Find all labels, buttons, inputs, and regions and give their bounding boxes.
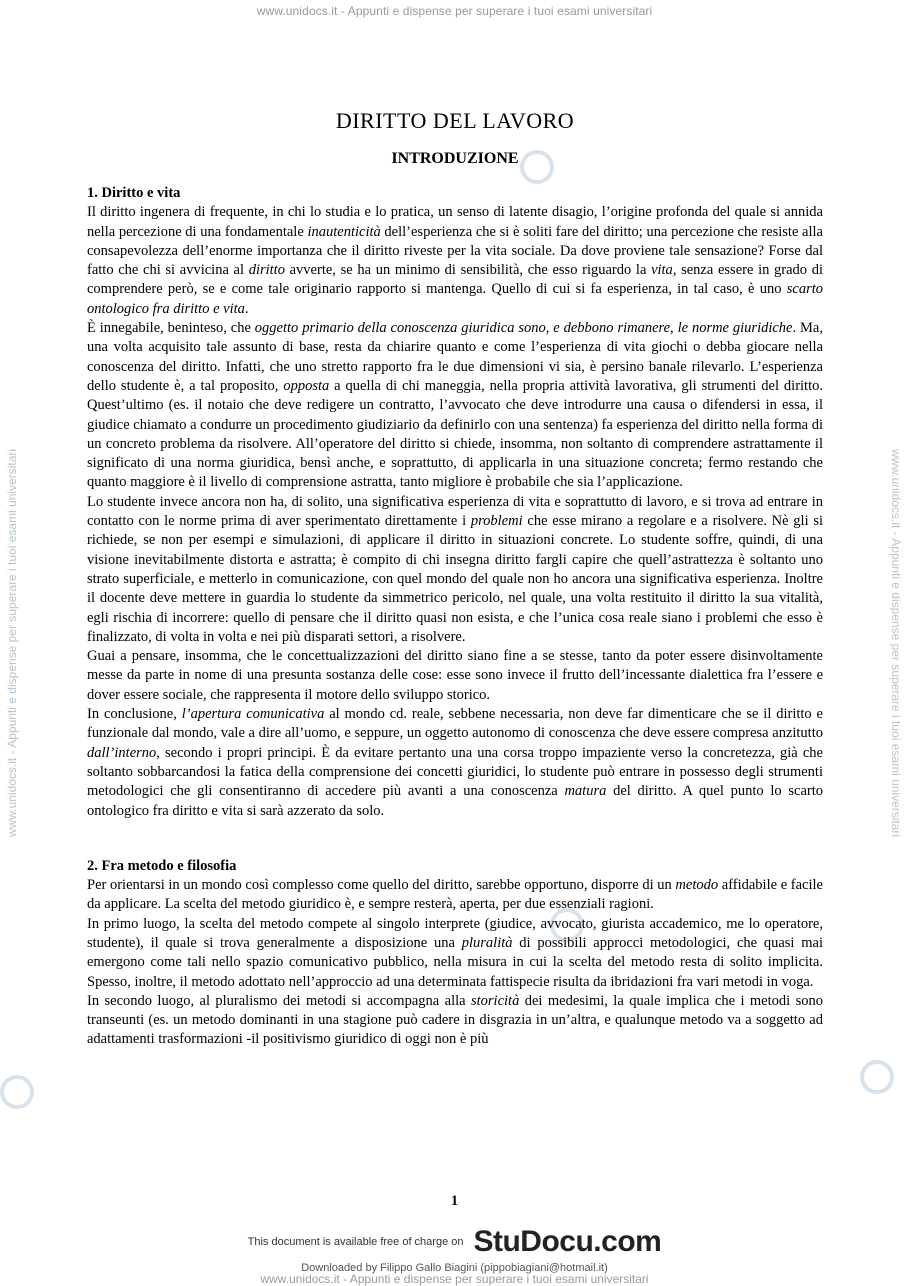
studocu-footer bbox=[0, 1222, 909, 1262]
page-number: 1 bbox=[450, 1193, 459, 1209]
document-page bbox=[87, 108, 823, 1050]
paragraph: In conclusione, l’apertura comunicativa al mondo cd. reale, sebbene necessaria, non deve far dimenticare che se il diritto e funzionale dal mondo, vale a dire all’uomo, e seppure, un oggetto autonomo di conoscenza che deve essere compresa anzitutto dall’interno, secondo i propri principi. È da evitare pertanto una una corsa troppo impaziente verso la concretezza, già che soltanto sobbarcandosi la fatica della comprensione dei concetti giuridici, lo studente può entrare in possesso degli strumenti metodologici che gli consentiranno di accedere più avanti a una conoscenza matura del diritto. A quel punto lo scarto ontologico fra diritto e vita si sarà azzerato da solo. bbox=[87, 706, 824, 819]
document-subtitle: INTRODUZIONE bbox=[391, 150, 519, 167]
studocu-logo[interactable]: StuDocu.com bbox=[473, 1225, 662, 1258]
section-heading: 1. Diritto e vita bbox=[87, 185, 181, 201]
left-side-watermark: www.unidocs.it - Appunti e dispense per superare i tuoi esami universitari bbox=[5, 448, 19, 838]
section-spacer bbox=[87, 821, 823, 857]
top-watermark-banner: www.unidocs.it - Appunti e dispense per superare i tuoi esami universitari bbox=[256, 4, 653, 18]
footer-availability-text: This document is available free of charge on bbox=[247, 1236, 464, 1248]
paragraph: È innegabile, beninteso, che oggetto primario della conoscenza giuridica sono, e debbono rimanere, le norme giuridiche. Ma, una volta acquisito tale assunto di base, resta da chiarire quanto e come l’esperienza di vita giochi o debba giocare nella conoscenza del diritto. Infatti, che uno stretto rapporto fra le due dimensioni vi sia, è persino banale rilevarlo. L’esperienza dello studente è, a tal proposito, opposta a quella di chi maneggia, nella propria attività lavorativa, gli strumenti del diritto. Quest’ultimo (es. il notaio che deve redigere un contratto, l’avvocato che deve introdurre una causa o difendersi in essa, il giudice chiamato a condurre un procedimento giudiziario da definirlo con una sentenza) fa esperienza del diritto nella forma di un concreto problema da risolvere. All’operatore del diritto si chiede, insomma, non soltanto di comprendere astrattamente il significato di una norma giuridica, bensì anche, e soprattutto, di applicarla in una situazione concreta; fermo restando che quanto maggiore è il livello di comprensione astratta, tanto migliore è probabile che sia l’applicazione. bbox=[87, 320, 823, 491]
watermark-logo-icon bbox=[0, 1075, 34, 1109]
paragraph: In secondo luogo, al pluralismo dei metodi si accompagna alla storicità dei medesimi, la quale implica che i metodi sono transeunti (es. un metodo dominanti in una stagione può cadere in disgrazia in un’altra, e qualunque metodo va a soggetto ad adattamenti trasformazioni -il positivismo giuridico di oggi non è più bbox=[87, 992, 823, 1048]
document-title: DIRITTO DEL LAVORO bbox=[335, 108, 575, 133]
watermark-logo-icon bbox=[860, 1060, 894, 1094]
paragraph: In primo luogo, la scelta del metodo compete al singolo interprete (giudice, avvocato, giurista accademico, me lo operatore, studente), il quale si trova generalmente a disposizione una pluralità di possibili approcci metodologici, che quasi mai emergono come tali nello spazio comunicativo pubblico, nella misura in cui la scelta del metodo resta di solito implicita. Spesso, inoltre, il metodo adottato nell’approccio ad una determinata fattispecie risulta da ibridazioni fra vari metodi in voga. bbox=[87, 915, 823, 990]
bottom-watermark-banner: www.unidocs.it - Appunti e dispense per superare i tuoi esami universitari bbox=[260, 1272, 649, 1286]
right-side-watermark: www.unidocs.it - Appunti e dispense per superare i tuoi esami universitari bbox=[889, 448, 903, 838]
paragraph: Il diritto ingenera di frequente, in chi lo studia e lo pratica, un senso di latente disagio, l’origine profonda del quale si annida nella percezione di una fondamentale inautenticità dell’esperienza che si è soliti fare del diritto; una percezione che resiste alla consapevolezza dell’enorme importanza che il diritto riveste per la vita sociale. Da dove proviene tale sensazione? Forse dal fatto che chi si avvicina al diritto avverte, se ha un minimo di sensibilità, che esso riguardo la vita, senza essere in grado di comprendere però, se e come tale originario rapporto si mantenga. Quello di cui si fa esperienza, in tal caso, è uno scarto ontologico fra diritto e vita. bbox=[87, 204, 823, 317]
section-heading: 2. Fra metodo e filosofia bbox=[87, 857, 237, 874]
paragraph: Per orientarsi in un mondo così complesso come quello del diritto, sarebbe opportuno, disporre di un metodo affidabile e facile da applicare. La scelta del metodo giuridico è, e sempre resterà, aperta, per due essenziali ragioni. bbox=[87, 877, 823, 913]
downloaded-by-text: Downloaded by Filippo Gallo Biagini (pippobiagiani@hotmail.it) bbox=[301, 1262, 608, 1274]
paragraph: Lo studente invece ancora non ha, di solito, una significativa esperienza di vita e soprattutto di lavoro, e si trova ad entrare in contatto con le norme prima di aver sperimentato direttamente i problemi che esse mirano a regolare e a risolvere. Nè gli si richiede, se non per esempi e simulazioni, di applicare il diritto in situazioni concrete. Lo studente soffre, quindi, di una visione inevitabilmente distorta e astratta; è compito di chi insegna diritto fargli capire che quell’astrattezza è soltanto uno strato superficiale, e metterlo in comunicazione, con quel mondo del quale non ho ancora una significativa esperienza. Inoltre il docente deve mettere in guardia lo studente da simmetrico pericolo, nel quale, una volta restituito il diritto la sua vitalità, egli rischia di incorrere: quello di pensare che il diritto quasi non esista, e che l’unica cosa reale siano i problemi che esso è finalizzato, di volta in volta e nei più disparati settori, a risolvere. bbox=[87, 493, 824, 645]
paragraph: Guai a pensare, insomma, che le concettualizzazioni del diritto siano fine a se stesse, tanto da poter essere disinvoltamente messe da parte in nome di una presunta sostanza delle cose: esse sono invece il frutto dell’incessante dialettica fra l’essere e dover essere sociale, che rappresenta il motore dello sviluppo storico. bbox=[87, 648, 823, 703]
